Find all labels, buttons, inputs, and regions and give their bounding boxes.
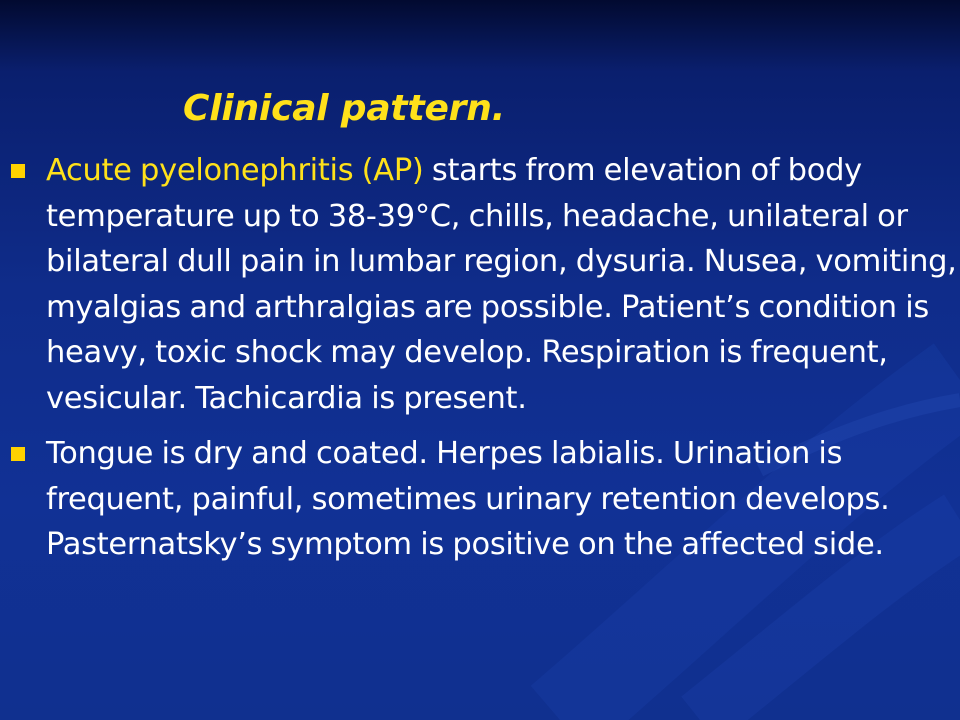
- highlighted-term: Acute pyelonephritis (AP): [46, 153, 424, 188]
- bullet-text: starts from elevation of body temperature up to 38-39°C, chills, headache, unilateral or bilateral dull pain in lumbar region, dysuria. Nusea, vomiting, myalgias and arthralgias are possible. Patient’s condition is heavy, toxic shock may develop. Respiration is frequent, vesicular. Tachicardia is present.: [46, 153, 957, 416]
- slide-title: Clinical pattern.: [183, 88, 506, 129]
- bullet-item-acute-pyelonephritis: [46, 148, 958, 421]
- square-bullet-icon: [11, 447, 25, 461]
- bullet-text: Tongue is dry and coated. Herpes labialis. Urination is frequent, painful, sometimes urinary retention develops. Pasternatsky’s symptom is positive on the affected side.: [46, 436, 890, 562]
- bullet-item-tongue: [46, 431, 958, 568]
- bullet-list: [46, 148, 958, 568]
- square-bullet-icon: [11, 164, 25, 178]
